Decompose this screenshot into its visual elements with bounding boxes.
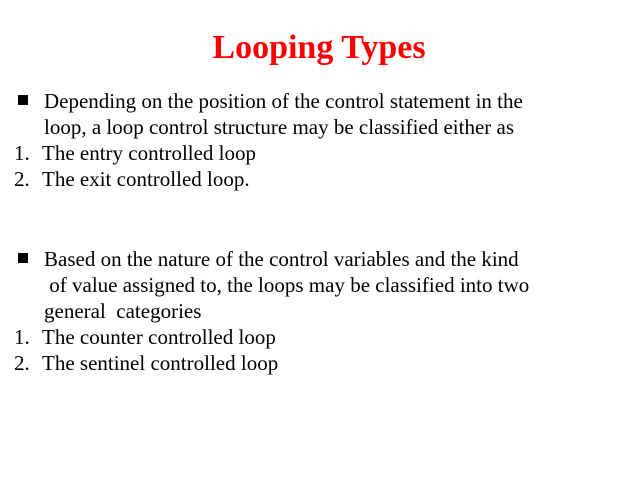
item-text: The entry controlled loop — [42, 141, 257, 165]
item-number: 1. — [14, 325, 30, 349]
item-text: The sentinel controlled loop — [42, 351, 279, 375]
slide-title: Looping Types — [212, 29, 426, 66]
bullet-line: Depending on the position of the control statement in the — [44, 89, 523, 113]
section-entry-exit — [14, 88, 624, 192]
square-bullet-icon — [18, 253, 28, 263]
item-text: The counter controlled loop — [42, 325, 276, 349]
bullet-line: loop, a loop control structure may be classified either as — [44, 115, 515, 139]
item-number: 2. — [14, 351, 30, 375]
item-number: 1. — [14, 141, 30, 165]
numbered-item — [14, 166, 624, 192]
section-counter-sentinel — [14, 246, 624, 376]
numbered-item — [14, 140, 624, 166]
bullet-point — [14, 88, 624, 140]
square-bullet-icon — [18, 95, 28, 105]
bullet-line: Based on the nature of the control variables and the kind — [44, 247, 519, 271]
item-text: The exit controlled loop. — [42, 167, 250, 191]
numbered-item — [14, 350, 624, 376]
bullet-line: general categories — [44, 299, 202, 323]
item-number: 2. — [14, 167, 30, 191]
bullet-line: of value assigned to, the loops may be classified into two — [44, 273, 530, 297]
bullet-point — [14, 246, 624, 324]
numbered-item — [14, 324, 624, 350]
